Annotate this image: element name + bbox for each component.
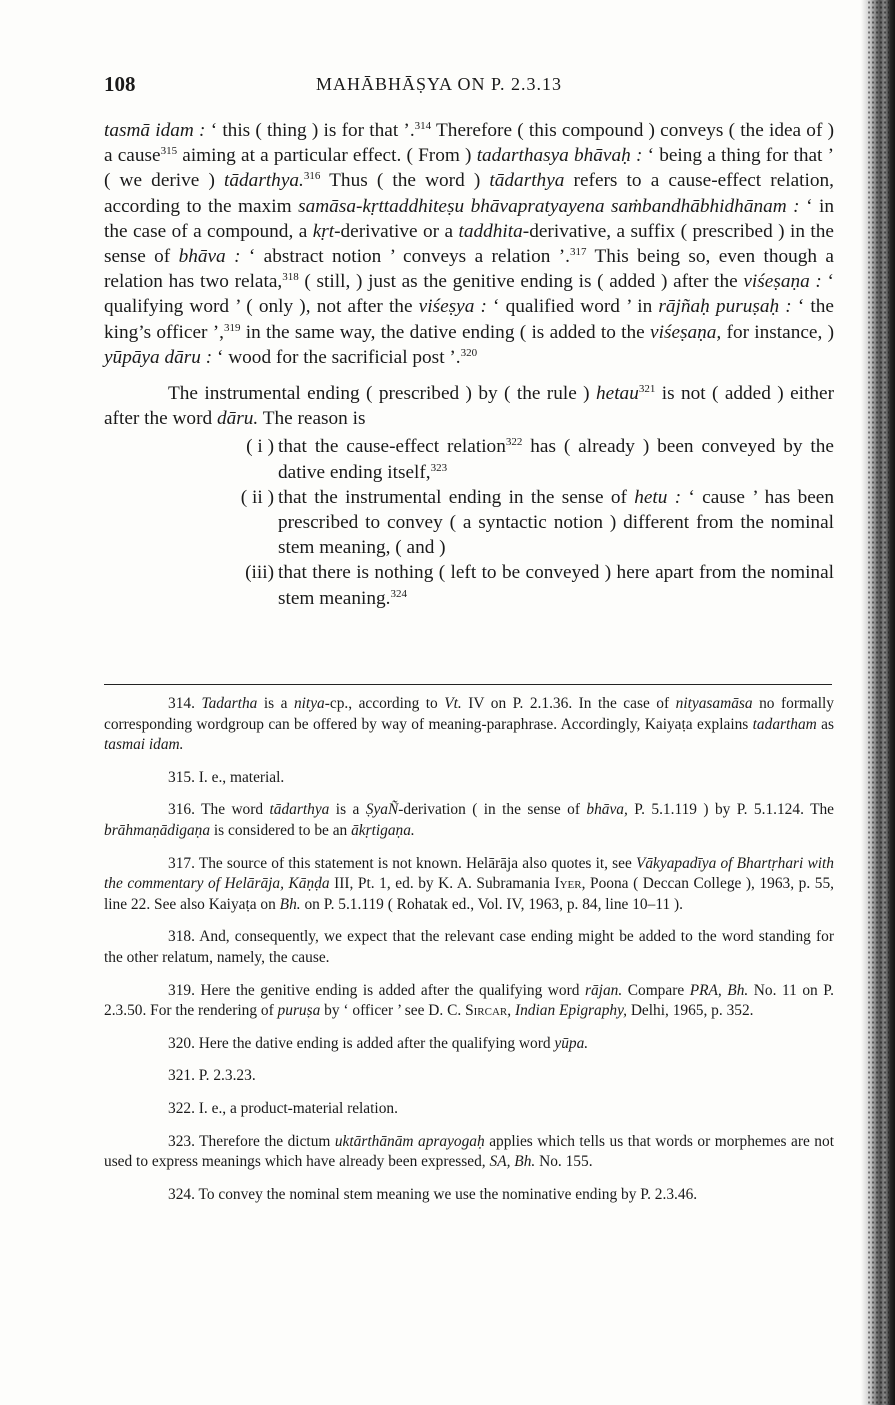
italic-text: tadarthasya bhāvaḥ : (476, 145, 643, 167)
text-run: I. e., material. (198, 768, 285, 786)
italic-text: ākṛtigaṇa. (351, 821, 415, 839)
reasons-list (104, 434, 834, 610)
italic-text: uktārthānām aprayogaḥ (334, 1132, 485, 1150)
italic-text: viśeṣaṇa : (743, 271, 822, 293)
text-run: Delhi, 1965, p. 352. (626, 1002, 754, 1020)
text-run: on P. 5.1.119 ( Rohatak ed., Vol. IV, 1963, p. 84, line 10–11 ). (300, 895, 683, 913)
italic-text: kṛt (312, 220, 335, 242)
footnote-ref: 324 (390, 587, 407, 600)
footnote-ref: 318 (282, 271, 299, 284)
footnote-number: 319. (168, 981, 195, 999)
text-run: Sircar (465, 1002, 508, 1020)
italic-text: Indian Epigraphy, (514, 1002, 627, 1020)
italic-text: tadartham (752, 715, 817, 733)
text-run: ‘ being a thing for that ’ ( we derive ) (104, 145, 835, 192)
footnote (104, 1132, 834, 1173)
italic-text: viśeṣaṇa, (650, 321, 722, 343)
text-run: has ( already ) been conveyed by the dative ending itself, (278, 436, 834, 483)
text-run: -derivative, a suffix ( prescribed ) in the sense of (104, 220, 834, 268)
text-run: -derivation ( in the sense of (398, 801, 587, 819)
text-run: Compare (622, 981, 690, 999)
text-run: is a (257, 695, 294, 712)
text-run: No. 11 on P. 2.3.50. For the rendering of (104, 981, 834, 1020)
text-run: The source of this statement is not known. Helārāja also quotes it, see (198, 854, 636, 872)
footnote (104, 1099, 834, 1120)
italic-text: Vt. (444, 695, 462, 712)
italic-text: tasmā idam : (104, 120, 206, 141)
footnotes (104, 694, 834, 1205)
italic-text: tādarthya (489, 170, 565, 192)
text-run: Iyer (554, 875, 582, 893)
italic-text: yūpāya dāru : (104, 346, 213, 368)
italic-text: hetu : (634, 486, 682, 508)
paragraph-1 (104, 118, 834, 370)
footnote-number: 318. (168, 928, 195, 946)
footnote-number: 315. (168, 768, 195, 786)
italic-text: tādarthya. (224, 170, 304, 192)
italic-text: Vākyapadīya of Bhartṛhari with the commentary of Helārāja, Kāṇḍa (104, 854, 834, 893)
italic-text: rājñaḥ puruṣaḥ : (658, 296, 792, 318)
footnote-number: 322. (168, 1099, 195, 1117)
footnote-ref: 316 (303, 170, 321, 183)
reason-item (104, 560, 834, 610)
footnote-number: 323. (168, 1132, 195, 1150)
text-run: applies which tells us that words or morphemes are not used to express meanings which have already been expressed, (104, 1132, 834, 1171)
scan-edge-noise (867, 0, 889, 1405)
footnote-number: 320. (168, 1034, 195, 1052)
footnote (104, 800, 834, 841)
italic-text: dāru. (216, 408, 259, 430)
italic-text: bhāva : (178, 246, 241, 268)
text-run: IV on P. 2.1.36. In the case of (461, 695, 676, 712)
text-run: is not ( added ) either after the word (104, 383, 834, 430)
footnote (104, 768, 834, 789)
page-number: 108 (104, 72, 136, 96)
italic-text: Bh. (279, 895, 301, 913)
text-run: Thus ( the word ) (320, 170, 490, 192)
footnote-ref: 317 (570, 246, 587, 259)
running-title: MAHĀBHĀṢYA ON P. 2.3.13 (316, 74, 563, 94)
italic-text: Tadartha (201, 695, 258, 712)
text-run: ( still, ) just as the genitive ending is ( added ) after the (298, 271, 744, 293)
footnote (104, 981, 834, 1022)
footnote (104, 1185, 834, 1206)
footnote (104, 854, 834, 916)
footnote-ref: 322 (505, 436, 523, 449)
text-run: The word (201, 801, 270, 819)
italic-text: viśeṣya : (418, 296, 487, 318)
italic-text: rājan. (584, 981, 623, 999)
footnote-ref: 314 (414, 120, 432, 132)
text-run: ‘ wood for the sacrificial post ’. (212, 346, 461, 368)
text-run: , (507, 1002, 515, 1020)
footnote-number: 321. (168, 1067, 195, 1085)
reason-number: ( i ) (246, 436, 274, 458)
text-run: by ‘ officer ’ see D. C. (320, 1002, 466, 1020)
text-run: To convey the nominal stem meaning we use the nominative ending by P. 2.3.46. (198, 1185, 698, 1203)
footnote-divider (104, 684, 832, 685)
footnote-ref: 323 (430, 461, 448, 474)
text-run: ‘ in the case of a compound, a (104, 195, 835, 242)
text-run: III, Pt. 1, ed. by K. A. Subramania (329, 875, 555, 893)
text-run: that there is nothing ( left to be conveyed ) here apart from the nominal stem meaning. (278, 562, 834, 609)
italic-text: puruṣa (277, 1002, 321, 1020)
italic-text: hetau (596, 383, 639, 405)
italic-text: brāhmaṇādigaṇa (104, 821, 211, 839)
footnote-ref: 321 (638, 383, 656, 396)
text-run: that the cause-effect relation (278, 436, 506, 458)
reason-item (104, 434, 834, 484)
reason-number: ( ii ) (240, 486, 274, 508)
italic-text: PRA, Bh. (689, 981, 749, 999)
text-run: Therefore ( this compound ) conveys ( the idea of ) a cause (104, 120, 834, 167)
text-run: Here the dative ending is added after the qualifying word (198, 1034, 555, 1052)
italic-text: ṢyaÑ (365, 801, 399, 819)
italic-text: taddhita (458, 220, 523, 242)
text-run: -cp., according to (324, 695, 445, 712)
text-run: This being so, even though a relation has two relata, (104, 246, 834, 293)
footnote-ref: 315 (160, 145, 178, 158)
text-run: for instance, ) (721, 321, 835, 343)
footnote-ref: 319 (223, 321, 241, 334)
text-run: Therefore the dictum (199, 1132, 335, 1150)
text-run: , Poona ( Deccan College ), 1963, p. 55, line 22. See also Kaiyaṭa on (104, 875, 834, 913)
text-run: No. 155. (535, 1153, 593, 1171)
page-header (104, 72, 834, 102)
text-run: is a (329, 801, 366, 819)
text-run: ‘ this ( thing ) is for that ’. (205, 120, 415, 141)
italic-text: nityasamāsa (675, 695, 753, 712)
text-run: is considered to be an (210, 821, 352, 839)
italic-text: nitya (293, 695, 325, 712)
text-run: -derivative or a (334, 220, 459, 242)
footnote-ref: 320 (460, 346, 478, 359)
reason-item (104, 485, 834, 561)
text-run: The instrumental ending ( prescribed ) by ( the rule ) (168, 383, 596, 405)
reason-number: (iii) (245, 562, 274, 584)
italic-text: SA, Bh. (489, 1153, 536, 1171)
italic-text: yūpa. (554, 1034, 589, 1052)
text-run: ‘ qualifying word ’ ( only ), not after the (104, 271, 834, 318)
text-run: that the instrumental ending in the sense of (278, 486, 635, 508)
text-run: The reason is (258, 408, 366, 430)
text-run: in the same way, the dative ending ( is added to the (240, 321, 651, 343)
italic-text: tādarthya (269, 801, 330, 819)
footnote (104, 1066, 834, 1087)
text-run: ‘ abstract notion ’ conveys a relation ’. (240, 246, 570, 268)
italic-text: samāsa-kṛttaddhiteṣu bhāvapratyayena saṁbandhābhidhānam : (298, 195, 800, 217)
text-run: no formally corresponding wordgroup can be offered by way of meaning-paraphrase. Accordingly, Kaiyaṭa explains (104, 695, 834, 733)
text-run: refers to a cause-effect relation, according to the maxim (104, 170, 834, 217)
text-run: I. e., a product-material relation. (198, 1099, 398, 1117)
footnote (104, 927, 834, 968)
text-run: P. 2.3.23. (198, 1067, 256, 1085)
italic-text: tasmai idam. (104, 736, 184, 754)
footnote-number: 317. (168, 854, 195, 872)
footnote (104, 1034, 834, 1055)
footnote-number: 316. (168, 801, 195, 819)
text-run: aiming at a particular effect. ( From ) (177, 145, 477, 167)
italic-text: bhāva, (586, 801, 628, 819)
text-run: Here the genitive ending is added after the qualifying word (200, 981, 585, 999)
footnote-number: 314. (168, 695, 195, 712)
footnote-number: 324. (168, 1185, 195, 1203)
footnote (104, 694, 834, 756)
text-run: as (816, 715, 834, 733)
text-run: P. 5.1.119 ) by P. 5.1.124. The (627, 801, 834, 819)
text-run: ‘ the king’s officer ’, (104, 296, 834, 343)
text-run: And, consequently, we expect that the relevant case ending might be added to the word standing for the other relatum, namely, the cause. (104, 928, 834, 966)
paragraph-2 (104, 381, 834, 431)
text-run: ‘ cause ’ has been prescribed to convey ( a syntactic notion ) different from the nominal stem meaning, ( and ) (278, 486, 834, 559)
text-run: ‘ qualified word ’ in (486, 296, 659, 318)
main-text (104, 118, 834, 611)
